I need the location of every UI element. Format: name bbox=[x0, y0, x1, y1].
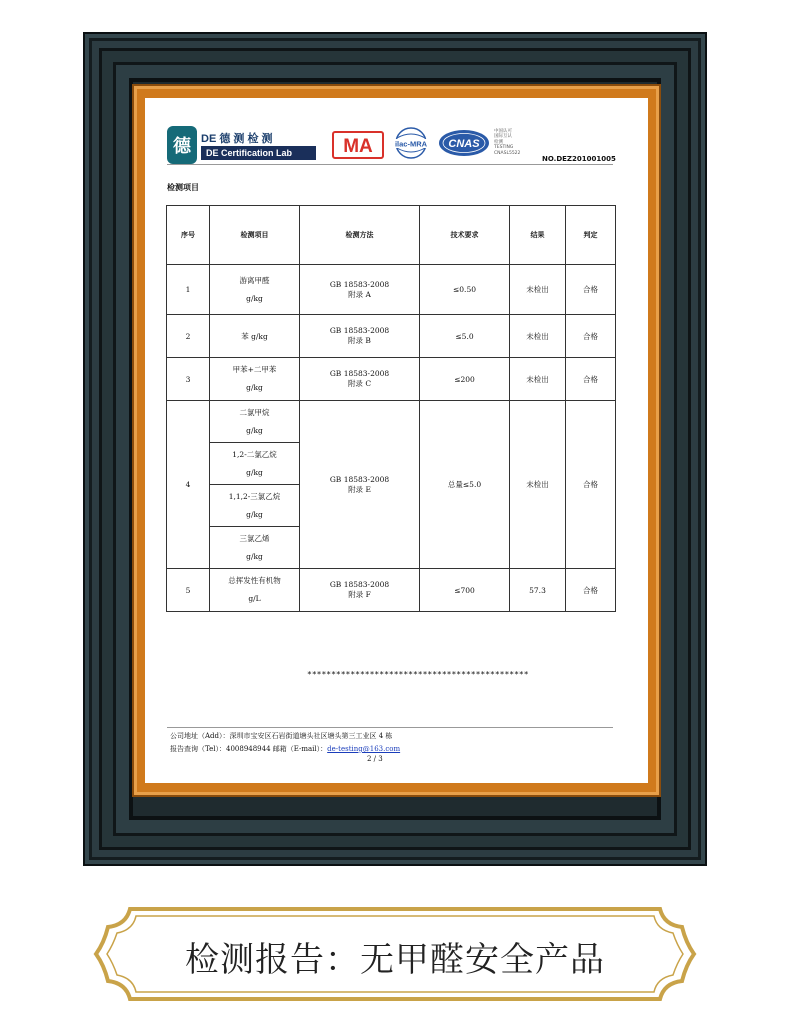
cnas-caption: 中国认可 国际互认 检测 TESTING CNASL5522 bbox=[494, 129, 521, 156]
item-name: 甲苯+二甲苯 bbox=[232, 365, 277, 374]
cnas-logo bbox=[437, 128, 491, 158]
cell-verdict: 合格 bbox=[566, 401, 616, 569]
cell-requirement: 总量≤5.0 bbox=[420, 401, 510, 569]
footer-query-label: 报告查询（Tel）：4008948944 邮箱（E-mail）： bbox=[170, 745, 328, 753]
brand-line: DE 德 测 检 测 bbox=[201, 133, 273, 145]
subitem-name: 三氯乙烯 bbox=[239, 533, 270, 543]
header-divider bbox=[167, 164, 613, 165]
cell-requirement: ≤0.50 bbox=[420, 265, 510, 315]
caption-banner-text: 检测报告：无甲醛安全产品 bbox=[185, 940, 605, 980]
method-standard: GB 18583-2008 bbox=[329, 279, 390, 289]
method-standard: GB 18583-2008 bbox=[329, 474, 390, 484]
subitem-unit: g/kg bbox=[246, 509, 263, 519]
cell-method bbox=[300, 265, 420, 315]
method-appendix: 附录 E bbox=[348, 484, 371, 494]
page-number: 2 / 3 bbox=[367, 755, 383, 763]
cell-subitem bbox=[210, 527, 300, 569]
subitem-unit: g/kg bbox=[246, 425, 263, 435]
table-row bbox=[167, 401, 616, 443]
test-results-table bbox=[166, 205, 616, 612]
item-unit: g/L bbox=[248, 594, 261, 603]
cell-method bbox=[300, 569, 420, 612]
col-header-no: 序号 bbox=[167, 206, 210, 265]
cell-item bbox=[210, 358, 300, 401]
col-header-item: 检测项目 bbox=[210, 206, 300, 265]
col-header-result: 结果 bbox=[510, 206, 566, 265]
cell-method bbox=[300, 358, 420, 401]
col-header-requirement: 技术要求 bbox=[420, 206, 510, 265]
cell-no: 1 bbox=[167, 265, 210, 315]
cell-subitem bbox=[210, 401, 300, 443]
cell-verdict: 合格 bbox=[566, 315, 616, 358]
cma-text: MA bbox=[343, 136, 373, 157]
cell-item bbox=[210, 569, 300, 612]
ilac-mra-logo bbox=[389, 126, 433, 160]
table-row bbox=[167, 315, 616, 358]
item-unit: g/kg bbox=[246, 383, 263, 392]
cell-result: 57.3 bbox=[510, 569, 566, 612]
item-name: 总挥发性有机物 bbox=[228, 576, 281, 585]
cell-no: 5 bbox=[167, 569, 210, 612]
cell-item bbox=[210, 265, 300, 315]
cell-subitem bbox=[210, 443, 300, 485]
end-of-report-marker: ********************************************** bbox=[307, 670, 529, 679]
item-name: 游离甲醛 bbox=[239, 275, 270, 285]
cell-method bbox=[300, 315, 420, 358]
table-row bbox=[167, 569, 616, 612]
cell-result: 未检出 bbox=[510, 315, 566, 358]
cell-requirement: ≤700 bbox=[420, 569, 510, 612]
brand-sub-text: DE Certification Lab bbox=[206, 148, 293, 158]
subitem-unit: g/kg bbox=[246, 551, 263, 561]
cell-no: 4 bbox=[167, 401, 210, 569]
footer-address: 公司地址（Add）：深圳市宝安区石岩街道塘头社区塘头第三工业区 4 栋 bbox=[170, 732, 393, 740]
brand-sub bbox=[201, 146, 316, 160]
report-number: NO.DEZ201001005 bbox=[542, 155, 616, 163]
cell-no: 3 bbox=[167, 358, 210, 401]
table-row bbox=[167, 358, 616, 401]
cell-item: 苯 g/kg bbox=[210, 315, 300, 358]
cma-logo bbox=[332, 131, 384, 159]
cell-verdict: 合格 bbox=[566, 265, 616, 315]
cnas-text: CNAS bbox=[448, 138, 480, 150]
table-row bbox=[167, 265, 616, 315]
footer-divider bbox=[167, 727, 613, 728]
method-appendix: 附录 C bbox=[347, 379, 372, 388]
cell-requirement: ≤5.0 bbox=[420, 315, 510, 358]
method-standard: GB 18583-2008 bbox=[329, 369, 390, 378]
cell-no: 2 bbox=[167, 315, 210, 358]
footer-email-link[interactable]: de-testing@163.com bbox=[327, 745, 401, 753]
subitem-name: 1,2-二氯乙烷 bbox=[232, 449, 277, 459]
section-title: 检测项目 bbox=[167, 183, 199, 192]
col-header-verdict: 判定 bbox=[566, 206, 616, 265]
cell-requirement: ≤200 bbox=[420, 358, 510, 401]
cell-result: 未检出 bbox=[510, 358, 566, 401]
method-standard: GB 18583-2008 bbox=[329, 580, 390, 589]
subitem-name: 二氯甲烷 bbox=[239, 407, 270, 417]
cell-result: 未检出 bbox=[510, 401, 566, 569]
item-unit: g/kg bbox=[246, 293, 263, 303]
method-appendix: 附录 B bbox=[348, 336, 371, 345]
method-appendix: 附录 A bbox=[348, 289, 371, 299]
col-header-method: 检测方法 bbox=[300, 206, 420, 265]
subitem-unit: g/kg bbox=[246, 467, 263, 477]
de-logo bbox=[167, 126, 197, 164]
cell-subitem bbox=[210, 485, 300, 527]
cell-verdict: 合格 bbox=[566, 358, 616, 401]
method-appendix: 附录 F bbox=[348, 590, 371, 599]
cell-verdict: 合格 bbox=[566, 569, 616, 612]
method-standard: GB 18583-2008 bbox=[329, 326, 390, 335]
table-header-row bbox=[167, 206, 616, 265]
cell-method bbox=[300, 401, 420, 569]
cell-result: 未检出 bbox=[510, 265, 566, 315]
ilac-text: ilac-MRA bbox=[394, 139, 428, 149]
de-logo-char: 德 bbox=[173, 136, 191, 157]
subitem-name: 1,1,2-三氯乙烷 bbox=[228, 491, 281, 501]
footer-contact bbox=[170, 744, 400, 754]
